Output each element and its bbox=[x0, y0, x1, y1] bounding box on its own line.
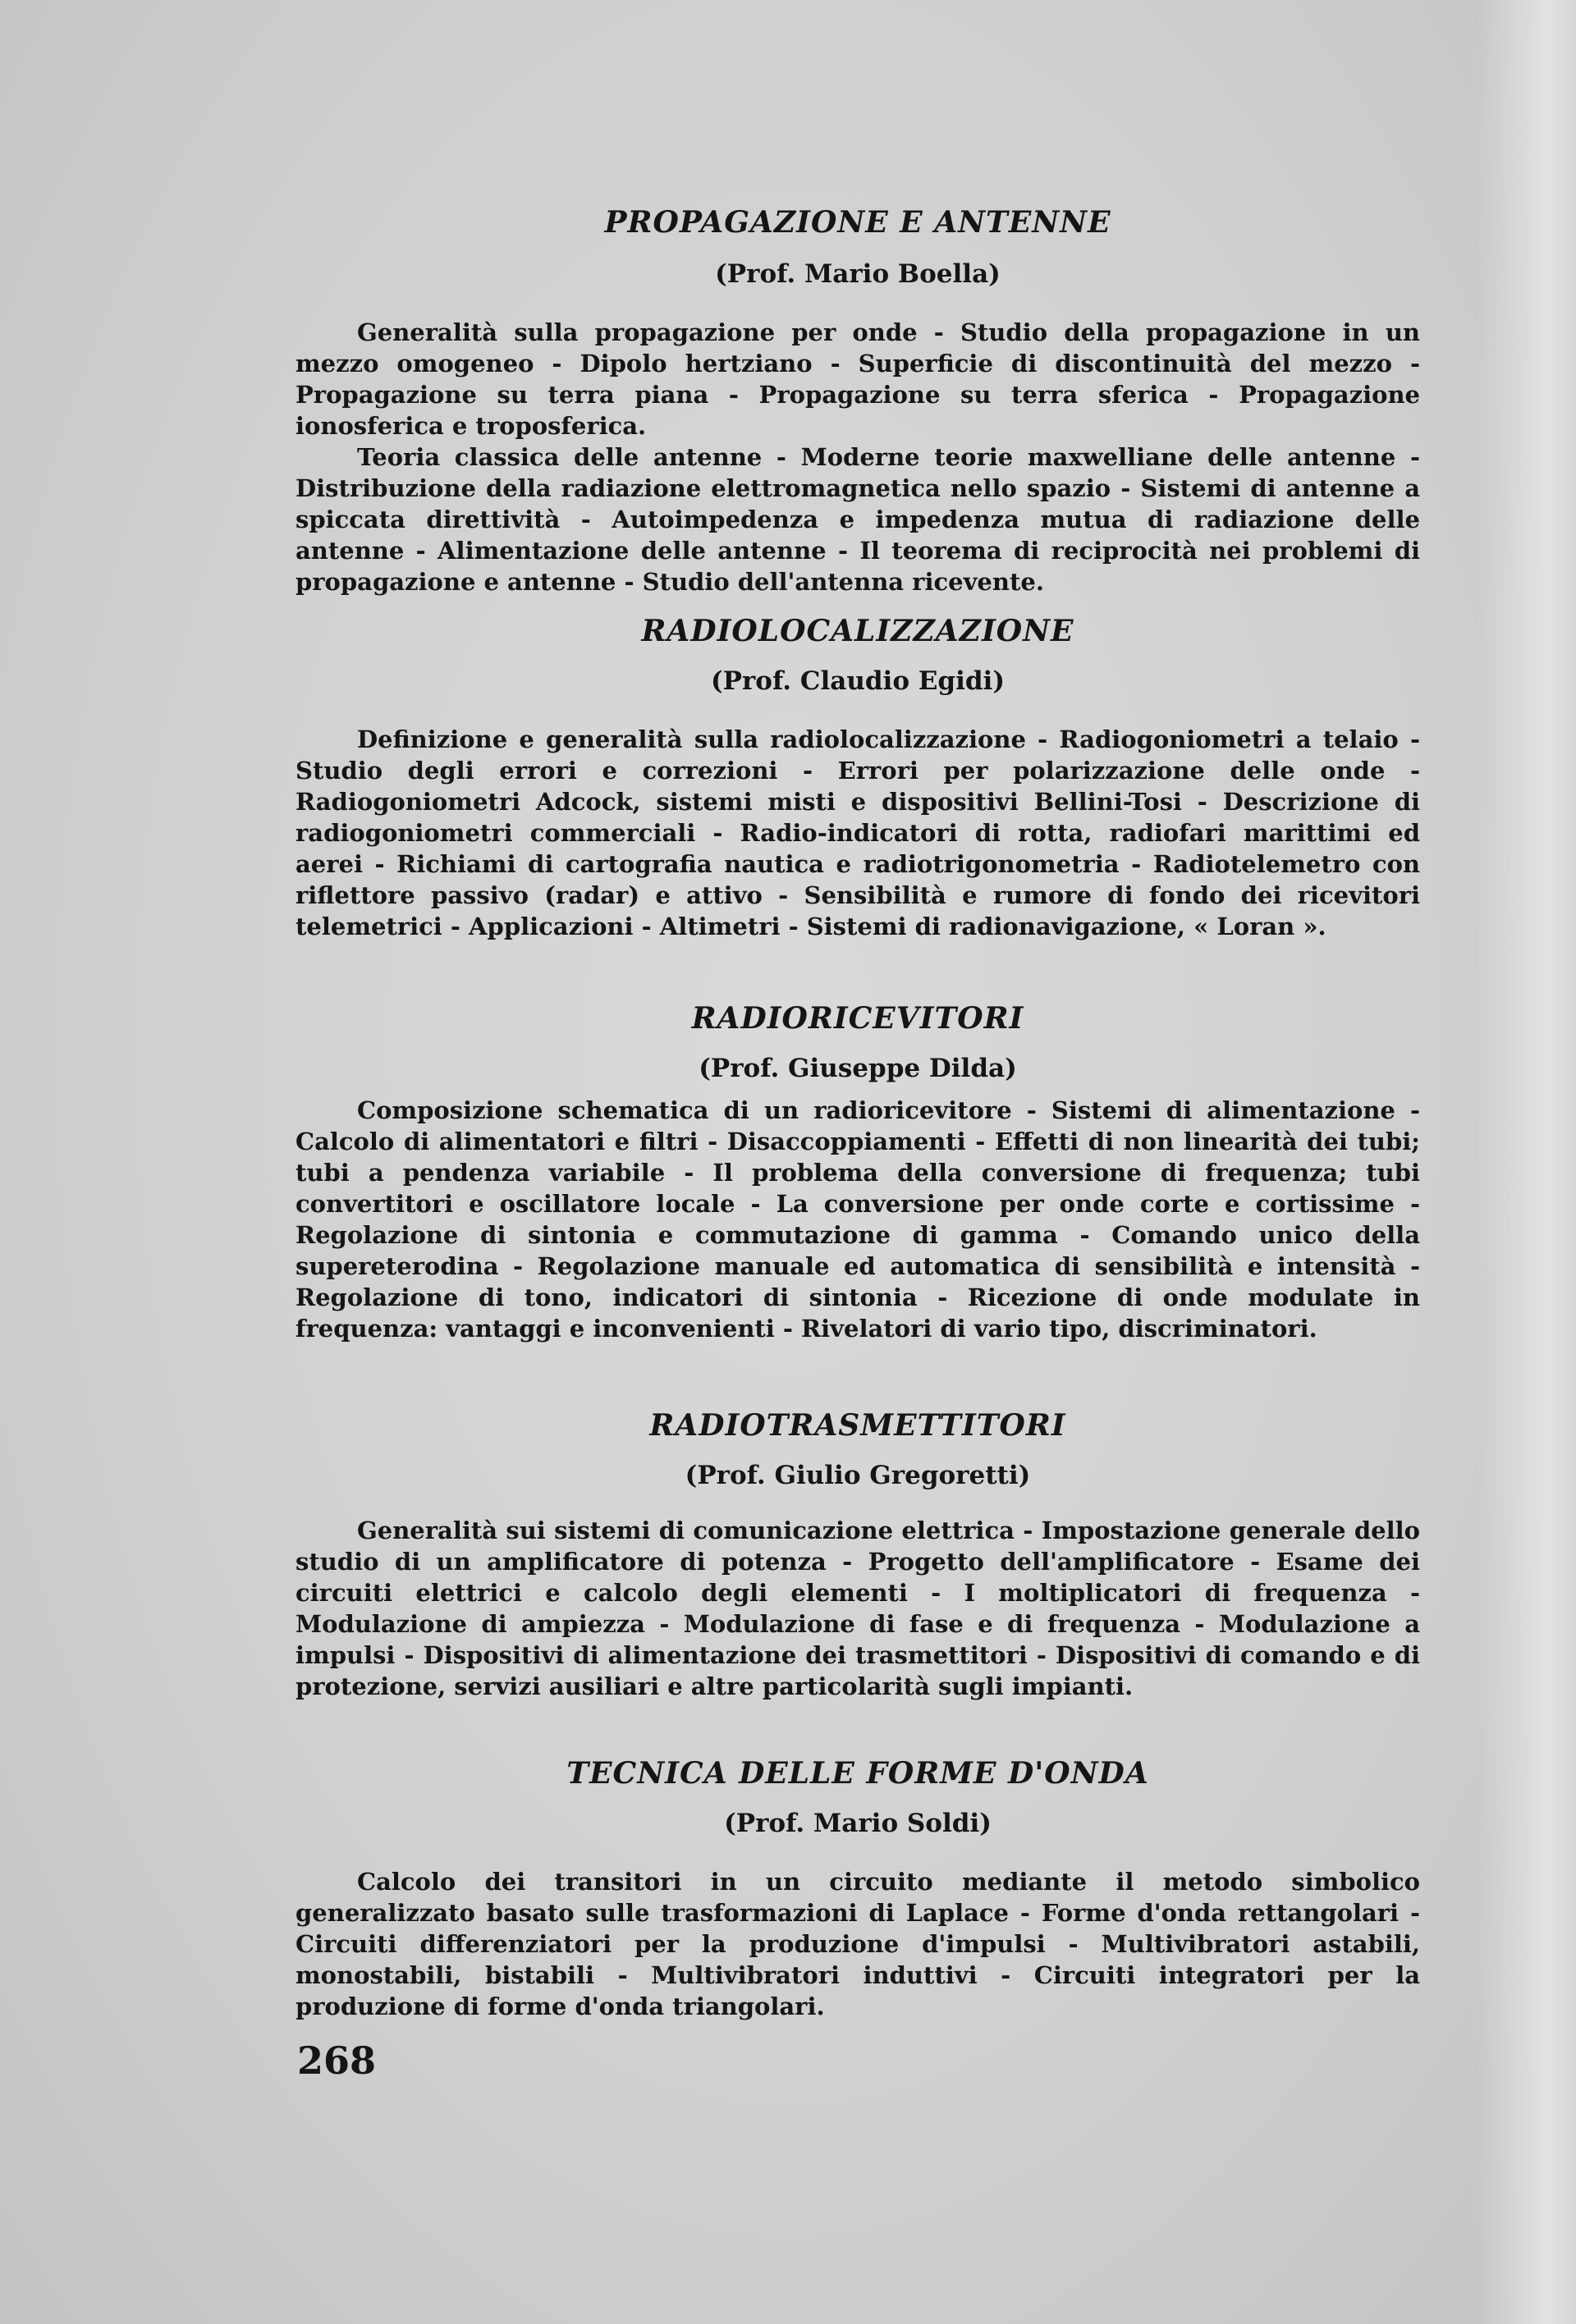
section-heading: RADIOLOCALIZZAZIONE bbox=[641, 614, 1074, 648]
section-paragraph: Definizione e generalità sulla radiolocalizzazione - Radiogoniometri a telaio - Studio degli errori e correzioni - Errori per polarizzazione delle onde - Radiogoniometri Adcock, sistemi misti e dispositivi Bellini-Tosi - Descrizione di radiogoniometri commerciali - Radio-indicatori di rotta, radiofari marittimi ed aerei - Richiami di cartografia nautica e radiotrigonometria - Radiotelemetro con riflettore passivo (radar) e attivo - Sensibilità e rumore di fondo dei ricevitori telemetrici - Applicazioni - Altimetri - Sistemi di radionavigazione, « Loran ». bbox=[296, 725, 1420, 940]
section-heading: RADIORICEVITORI bbox=[691, 1001, 1024, 1036]
professor-name: (Prof. Giuseppe Dilda) bbox=[699, 1054, 1017, 1083]
page-number: 268 bbox=[297, 2038, 377, 2083]
professor-name: (Prof. Giulio Gregoretti) bbox=[685, 1461, 1031, 1490]
section-paragraph: Generalità sulla propagazione per onde - Studio della propagazione in un mezzo omogeneo - Dipolo hertziano - Superficie di discontinuità del mezzo - Propagazione su terra piana - Propagazione su terra sferica - Propagazione ionosferica e troposferica. bbox=[296, 318, 1420, 440]
professor-name: (Prof. Mario Soldi) bbox=[724, 1809, 992, 1838]
page-edge-shadow bbox=[1478, 0, 1576, 2324]
professor-name: (Prof. Claudio Egidi) bbox=[711, 666, 1005, 696]
section-radiolocalizzazione bbox=[296, 614, 1420, 942]
section-propagazione-e-antenne bbox=[296, 205, 1420, 597]
section-paragraph: Calcolo dei transitori in un circuito mediante il metodo simbolico generalizzato basato sulle trasformazioni di Laplace - Forme d'onda rettangolari - Circuiti differenziatori per la produzione d'impulsi - Multivibratori astabili, monostabili, bistabili - Multivibratori induttivi - Circuiti integratori per la produzione di forme d'onda triangolari. bbox=[296, 1868, 1420, 2020]
section-paragraph: Teoria classica delle antenne - Moderne teorie maxwelliane delle antenne - Distribuzione della radiazione elettromagnetica nello spazio - Sistemi di antenne a spiccata direttività - Autoimpedenza e impedenza mutua di radiazione delle antenne - Alimentazione delle antenne - Il teorema di reciprocità nei problemi di propagazione e antenne - Studio dell'antenna ricevente. bbox=[296, 443, 1420, 596]
section-heading: RADIOTRASMETTITORI bbox=[649, 1408, 1066, 1443]
section-radiotrasmettitori bbox=[296, 1408, 1420, 1702]
section-paragraph: Generalità sui sistemi di comunicazione elettrica - Impostazione generale dello studio di un amplificatore di potenza - Progetto dell'amplificatore - Esame dei circuiti elettrici e calcolo degli elementi - I moltiplicatori di frequenza - Modulazione di ampiezza - Modulazione di fase e di frequenza - Modulazione a impulsi - Dispositivi di alimentazione dei trasmettitori - Dispositivi di comando e di protezione, servizi ausiliari e altre particolarità sugli impianti. bbox=[296, 1517, 1420, 1700]
professor-name: (Prof. Mario Boella) bbox=[715, 259, 1001, 289]
section-radioricevitori bbox=[296, 1001, 1420, 1344]
section-heading: PROPAGAZIONE E ANTENNE bbox=[604, 205, 1111, 240]
section-paragraph: Composizione schematica di un radioricevitore - Sistemi di alimentazione - Calcolo di alimentatori e filtri - Disaccoppiamenti - Effetti di non linearità dei tubi; tubi a pendenza variabile - Il problema della conversione di frequenza; tubi convertitori e oscillatore locale - La conversione per onde corte e cortissime - Regolazione di sintonia e commutazione di gamma - Comando unico della supereterodina - Regolazione manuale ed automatica di sensibilità e intensità - Regolazione di tono, indicatori di sintonia - Ricezione di onde modulate in frequenza: vantaggi e inconvenienti - Rivelatori di vario tipo, discriminatori. bbox=[296, 1096, 1420, 1343]
section-tecnica-delle-forme-d-onda bbox=[296, 1756, 1420, 2022]
section-heading: TECNICA DELLE FORME D'ONDA bbox=[566, 1756, 1149, 1791]
